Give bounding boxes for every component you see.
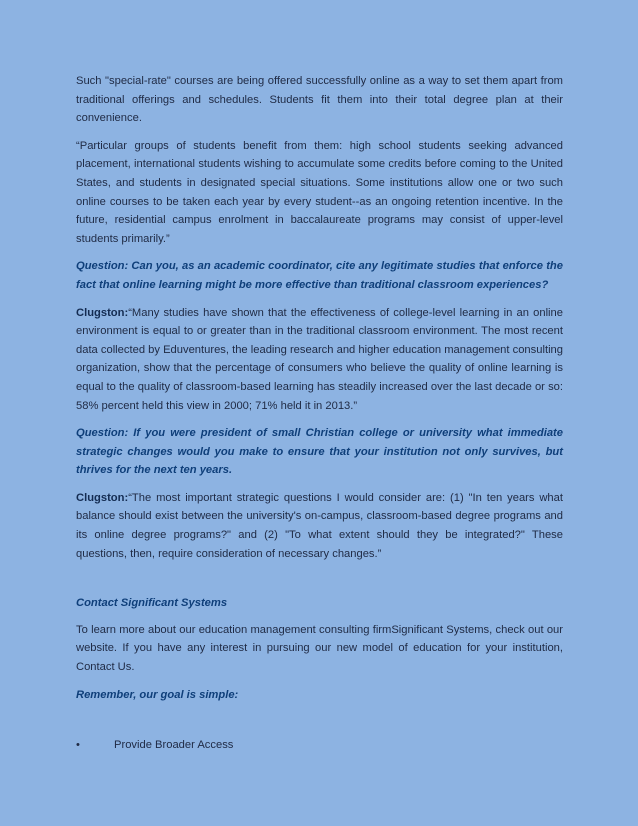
goal-heading: Remember, our goal is simple: xyxy=(76,688,239,701)
contact-heading: Contact Significant Systems xyxy=(76,597,228,610)
document-body xyxy=(76,72,563,755)
answer-2-speaker: Clugston: xyxy=(76,491,129,504)
answer-1-text: “Many studies have shown that the effectiveness of college-level learning in an online environment is equal to or greater than in the traditional classroom environment. The most recent data collected by Eduventures, the leading research and higher education management consulting organization, show that the percentage of consumers who believe the quality of online learning is equal to the quality of classroom-based learning has steadily increased over the last decade or so: 58% percent held this view in 2000; 71% held it in 2013.” xyxy=(76,306,563,412)
intro-paragraph: Such "special-rate" courses are being offered successfully online as a way to set them apart from traditional offerings and schedules. Students fit them into their total degree plan at their convenience. xyxy=(76,75,563,125)
answer-1-speaker: Clugston: xyxy=(76,306,129,319)
answer-1 xyxy=(76,304,563,416)
section-spacer xyxy=(76,572,563,594)
contact-paragraph: To learn more about our education management consulting firmSignificant Systems, check out our website. If you have any interest in pursuing our new model of education for your institution, Contact Us. xyxy=(76,623,563,674)
question-2: Question: If you were president of small Christian college or university what immediate strategic changes would you make to ensure that your institution not only survives, but thrives for the next ten years. xyxy=(76,427,563,477)
bullet-item-1-text: Provide Broader Access xyxy=(114,739,234,752)
question-1: Question: Can you, as an academic coordinator, cite any legitimate studies that enforce the fact that online learning might be more effective than traditional classroom experiences? xyxy=(76,260,563,291)
bullet-icon: • xyxy=(76,739,80,752)
quote-paragraph: “Particular groups of students benefit from them: high school students seeking advanced placement, international students wishing to accumulate some credits before coming to the United States, and students in designated special situations. Some institutions allow one or two such online courses to be taken each year by every student--as an ongoing retention incentive. In the future, residential campus enrolment in baccalaureate programs may consist of upper-level students primarily.” xyxy=(76,139,563,245)
answer-2-text: “The most important strategic questions I would consider are: (1) "In ten years what balance should exist between the university's on-campus, classroom-based degree programs and its online degree programs?" and (2) "To what extent should they be integrated?" These questions, then, require consideration of necessary changes.” xyxy=(76,491,563,560)
answer-2 xyxy=(76,489,563,563)
bullet-item-1 xyxy=(76,736,563,755)
list-spacer xyxy=(76,712,563,736)
